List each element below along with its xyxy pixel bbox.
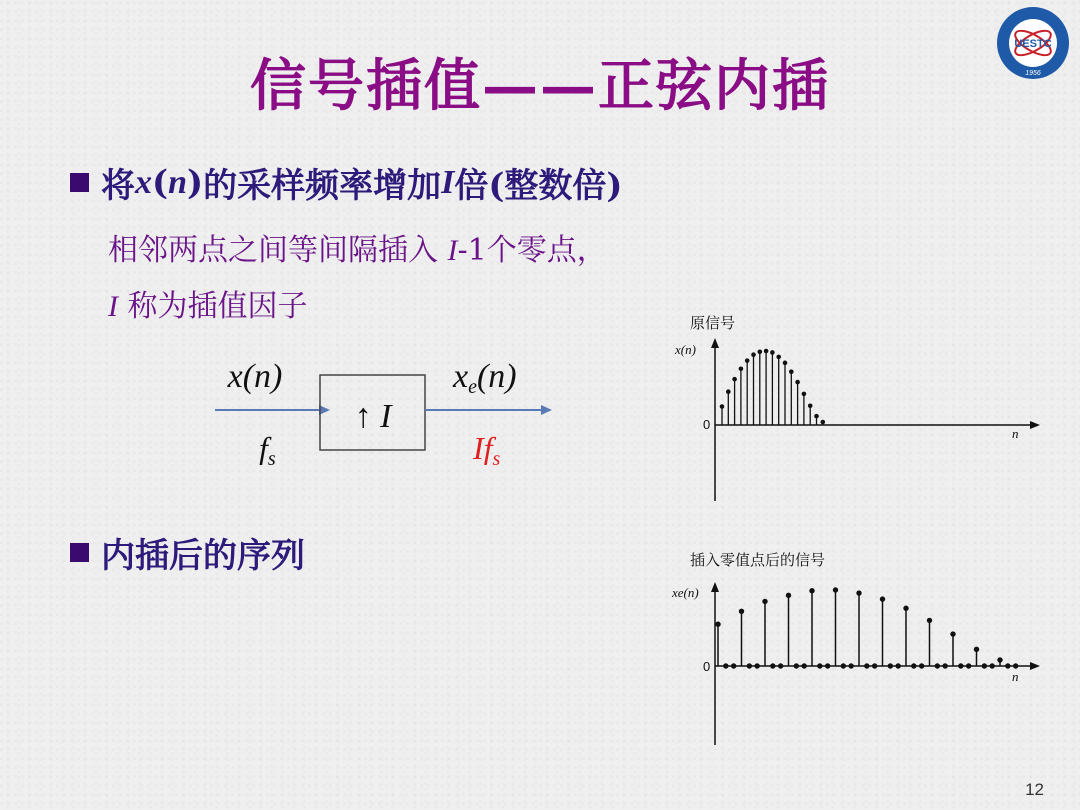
plot2-zero-point: [801, 663, 806, 668]
bullet-interpolated-sequence: 内插后的序列: [70, 528, 305, 577]
plot1-y-arrowhead-icon: [711, 338, 719, 348]
plot1-sample-point: [789, 369, 794, 374]
plot1-sample-point: [808, 403, 813, 408]
plot1-sample-point: [821, 420, 826, 425]
plot1-sample-point: [814, 414, 819, 419]
plot2-zero-point: [989, 663, 994, 668]
plot2-zero-point: [1013, 663, 1018, 668]
plot1-sample-point: [770, 350, 775, 355]
plot2-zero-point: [817, 663, 822, 668]
subtext-interpolation-factor: I 称为插值因子: [108, 289, 308, 324]
plot2-zero-point: [731, 663, 736, 668]
plot2-zero-point: [888, 663, 893, 668]
plot1-sample-point: [726, 389, 731, 394]
plot2-x-arrowhead-icon: [1030, 662, 1040, 670]
university-logo: [995, 5, 1071, 81]
plot1-x-arrowhead-icon: [1030, 421, 1040, 429]
bullet-square-icon: [70, 173, 89, 192]
plot2-zero-point: [825, 663, 830, 668]
plot2-zero-point: [778, 663, 783, 668]
upsampler-label: ↑ I: [354, 398, 392, 435]
bullet-square-icon: [70, 543, 89, 562]
plot2-zero-point: [966, 663, 971, 668]
plot2-zero-point: [770, 663, 775, 668]
input-rate-label: fs: [259, 430, 276, 465]
plot1-sample-point: [795, 380, 800, 385]
plot2-sample-point: [927, 618, 932, 623]
plot2-zero-point: [723, 663, 728, 668]
plot2-sample-point: [997, 657, 1002, 662]
plot1-sample-point: [758, 349, 763, 354]
plot2-zero-point: [747, 663, 752, 668]
plot2-zero-point: [754, 663, 759, 668]
input-signal-label: x(n): [227, 358, 283, 395]
plot1-sample-point: [802, 392, 807, 397]
plot1-sample-point: [745, 358, 750, 363]
plot2-sample-point: [809, 588, 814, 593]
plot1-sample-point: [732, 377, 737, 382]
plot1-caption: 原信号: [690, 315, 736, 332]
plot2-zero-point: [895, 663, 900, 668]
zero-inserted-signal-plot: [660, 545, 1040, 750]
plot2-caption: 插入零值点后的信号: [690, 552, 826, 569]
plot2-sample-point: [786, 593, 791, 598]
plot2-zero-point: [872, 663, 877, 668]
plot1-ylabel: x(n): [675, 342, 696, 357]
plot2-zero-point: [794, 663, 799, 668]
plot2-sample-point: [762, 599, 767, 604]
plot2-sample-point: [880, 596, 885, 601]
output-arrowhead-icon: [541, 405, 552, 415]
plot2-ylabel: xe(n): [672, 585, 699, 600]
plot2-origin: 0: [703, 659, 711, 674]
plot2-zero-point: [1005, 663, 1010, 668]
plot1-sample-point: [776, 355, 781, 360]
bullet-sampling-rate: 将 x ( n ) 的采样频率增加 I 倍(整数倍): [70, 158, 623, 207]
original-signal-plot: [660, 308, 1040, 508]
plot2-sample-point: [950, 631, 955, 636]
output-rate-label: Ifs: [473, 430, 501, 465]
output-signal-label: xe(n): [453, 358, 517, 398]
plot2-zero-point: [982, 663, 987, 668]
plot2-sample-point: [903, 606, 908, 611]
logo-year: 1956: [1025, 70, 1041, 77]
plot2-y-arrowhead-icon: [711, 582, 719, 592]
plot2-zero-point: [919, 663, 924, 668]
plot2-zero-point: [841, 663, 846, 668]
plot1-sample-point: [751, 352, 756, 357]
plot2-sample-point: [715, 622, 720, 627]
plot2-zero-point: [942, 663, 947, 668]
plot2-zero-point: [935, 663, 940, 668]
plot2-zero-point: [848, 663, 853, 668]
plot2-sample-point: [833, 587, 838, 592]
subtext-insert-zeros: 相邻两点之间等间隔插入 I-1个零点，: [108, 233, 607, 268]
upsampler-block-diagram: [215, 355, 560, 465]
plot2-sample-point: [856, 590, 861, 595]
plot1-sample-point: [783, 361, 788, 366]
plot1-xlabel: n: [1012, 426, 1019, 441]
plot2-zero-point: [958, 663, 963, 668]
slide-title: 信号插值——正弦内插: [250, 53, 830, 119]
plot1-sample-point: [739, 366, 744, 371]
plot1-origin: 0: [703, 417, 711, 432]
plot2-zero-point: [864, 663, 869, 668]
plot2-sample-point: [739, 609, 744, 614]
logo-text: UESTC: [1014, 38, 1052, 50]
page-number: 12: [1025, 780, 1044, 799]
plot2-sample-point: [974, 647, 979, 652]
plot1-sample-point: [720, 404, 725, 409]
plot2-xlabel: n: [1012, 669, 1019, 684]
plot1-sample-point: [764, 349, 769, 354]
plot2-zero-point: [911, 663, 916, 668]
